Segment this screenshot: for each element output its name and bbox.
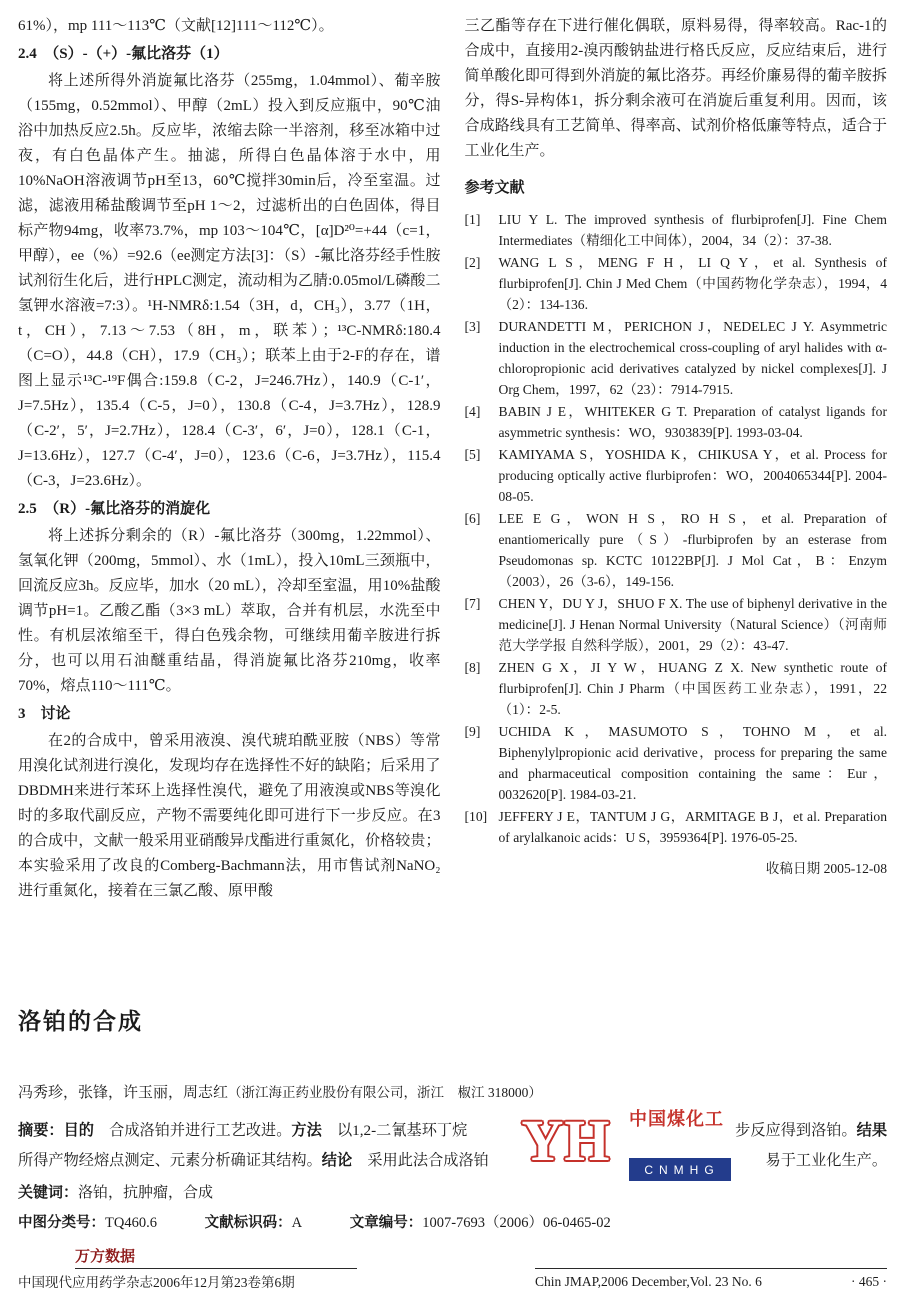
reference-text: BABIN J E，WHITEKER G T. Preparation of catalyst ligands for asymmetric synthesis：WO，9303839[P]. 1993-03-04. <box>498 404 887 440</box>
reference-number: [3] <box>464 319 481 334</box>
result-label: 结果 <box>856 1122 887 1139</box>
journal-name-cn: 中国现代应用药学杂志2006年12月第23卷第6期 <box>18 1275 295 1290</box>
method-label: 方法 <box>291 1122 322 1139</box>
keywords-label: 关键词： <box>18 1185 79 1201</box>
abstract-line-1-left <box>18 1116 467 1146</box>
reference-item <box>465 316 888 400</box>
conclusion-label: 结论 <box>321 1152 353 1169</box>
line2-right-text: 易于工业化生产。 <box>765 1152 887 1169</box>
article-title: 洛铂的合成 <box>18 1009 143 1034</box>
section-2-4-body: 将上述所得外消旋氟比洛芬（255mg，1.04mmol）、葡辛胺（155mg，0.52mmol）、甲醇（2mL）投入到反应瓶中，90℃油浴中加热反应2.5h。反应毕，浓缩去除一半溶剂，移至冰箱中过夜，有白色晶体产生。抽滤，所得白色晶体溶于水中，用10%NaOH溶液调节pH至13，60℃搅拌30min后，冷至室温。过滤，滤液用稀盐酸调节至pH 1～2，过滤析出的白色固体，得目标产物94mg，收率73.7%，mp 103～104℃，[α]D²⁰=+44（c=1，甲醇），ee（%）=92.6（ee测定方法[3]：（S）-氟比洛芬经手性胺试剂衍生化后，进行HPLC测定，流动相为乙腈:0.05mol/L磷酸二氢钾水溶液=7:3）。¹H-NMRδ:1.54（3H，d，CH₃），3.77（1H，t，CH），7.13～7.53（8H，m，联苯）；¹³C-NMRδ:180.4（C=O），44.8（CH），17.9（CH₃）；联苯上由于2-F的存在，谱图上显示¹³C-¹⁹F偶合:159.8（C-2，J=246.7Hz），140.9（C-1′，J=7.5Hz），135.4（C-5，J=0），130.8（C-4，J=3.7Hz），128.9（C-2′，5′，J=2.7Hz），128.4（C-3′，6′，J=0），128.1（C-1，J=13.6Hz），127.7（C-4′，J=0），123.6（C-6，J=3.7Hz），115.4（C-3，J=23.6Hz）。 <box>18 73 441 489</box>
watermark-name-en: CNMHG <box>629 1158 731 1181</box>
abstract-line-2-right <box>766 1146 888 1176</box>
reference-item <box>465 657 888 720</box>
reference-item <box>465 401 888 443</box>
abstract-line-1 <box>18 1116 887 1146</box>
abstract-line-2 <box>18 1146 887 1176</box>
objective-text: 合成洛铂并进行工艺改进。 <box>93 1122 292 1139</box>
page-footer <box>18 1245 887 1292</box>
references-list <box>465 209 888 848</box>
clc-label: 中图分类号： <box>18 1215 105 1231</box>
two-column-layout <box>18 14 887 964</box>
objective-label: 目的 <box>63 1122 94 1139</box>
reference-text: LEE E G，WON H S，RO H S，et al. Preparation of enantiomerically pure（S）-flurbiprofen by an esterase from Pseudomonas sp. KCTC 10122BP[J]. J Mol Cat，B：Enzym（2003），26（3-6），149-156. <box>498 511 887 589</box>
document-code <box>205 1215 302 1231</box>
reference-number: [9] <box>464 724 481 739</box>
received-date: 收稿日期 2005-12-08 <box>765 861 887 876</box>
references-heading: 参考文献 <box>464 180 525 196</box>
authors-line <box>18 1082 887 1104</box>
wanfang-logo: 万方数据 <box>75 1249 136 1265</box>
section-3-body: 在2的合成中，曾采用液溴、溴代琥珀酰亚胺（NBS）等常用溴化试剂进行溴化，发现均存在选择性不好的缺陷；后采用了DBDMH来进行苯环上选择性溴代，避免了用液溴或NBS等溴化时的多取代副反应，产物不需要纯化即可进行下一步反应。在3的合成中，文献一般采用亚硝酸异戊酯进行重氮化，价格较贵；本实验采用了改良的Comberg-Bachmann法，用市售试剂NaNO₂进行重氮化，接着在三氯乙酸、原甲酸 <box>18 733 441 899</box>
section-2-5-heading: 2.5 （R）-氟比洛芬的消旋化 <box>18 501 211 517</box>
section-2-4-heading: 2.4 （S）-（+）-氟比洛芬（1） <box>18 46 229 62</box>
method-text: 以1,2-二氰基环丁烷 <box>321 1122 468 1139</box>
journal-name-en: Chin JMAP,2006 December,Vol. 23 No. 6 <box>535 1274 762 1289</box>
line2-text-2: 采用此法合成洛铂 <box>352 1152 489 1169</box>
clc-value: TQ460.6 <box>105 1215 157 1231</box>
doc-code-label: 文献标识码： <box>204 1215 292 1231</box>
reference-text: ZHEN G X，JI Y W，HUANG Z X. New synthetic route of flurbiprofen[J]. Chin J Pharm（中国医药工业杂志），1991，22（1）：2-5. <box>498 660 887 717</box>
reference-number: [7] <box>464 596 481 611</box>
doc-code-value: A <box>291 1215 303 1231</box>
watermark-name-cn: 中国煤化工 <box>629 1109 724 1129</box>
reference-text: WANG L S，MENG F H，LI Q Y，et al. Synthesis of flurbiprofen[J]. Chin J Med Chem（中国药物化学杂志），1994，4（2）：134-136. <box>498 255 887 312</box>
keywords-text: 洛铂，抗肿瘤，合成 <box>78 1185 214 1201</box>
right-column <box>465 14 888 964</box>
reference-number: [2] <box>464 255 481 270</box>
reference-number: [6] <box>464 511 481 526</box>
abstract-line-2-left <box>18 1146 489 1176</box>
watermark-text-block <box>629 1101 733 1185</box>
footer-columns <box>18 1268 887 1292</box>
second-article-header <box>18 1006 887 1236</box>
reference-number: [1] <box>464 212 481 227</box>
continuation-paragraph: 61%），mp 111～113℃（文献[12]111～112℃）。 <box>18 18 334 34</box>
continuation-paragraph-right: 三乙酯等存在下进行催化偶联，原料易得，得率较高。Rac-1的合成中，直接用2-溴丙酸钠盐进行格氏反应，反应结束后，进行简单酸化即可得到外消旋的氟比洛芬。再经价廉易得的葡辛胺拆分，得S-异构体1，拆分剩余液可在消旋后重复利用。因而，该合成路线具有工艺简单、得率高、试剂价格低廉等特点，适合于工业化生产。 <box>464 18 887 159</box>
page-number: · 465 · <box>851 1274 887 1289</box>
left-column <box>18 14 441 964</box>
authors: 冯秀珍，张锋，许玉丽，周志红 <box>18 1085 229 1101</box>
abstract-label: 摘要： <box>18 1122 64 1139</box>
reference-number: [8] <box>464 660 481 675</box>
article-no-label: 文章编号： <box>349 1215 423 1231</box>
footer-left <box>18 1268 358 1292</box>
footer-rule-left <box>75 1268 357 1269</box>
keywords-line <box>18 1178 887 1208</box>
section-3-heading: 3 讨论 <box>18 706 71 722</box>
abstract <box>18 1116 887 1176</box>
reference-text: DURANDETTI M，PERICHON J，NEDELEC J Y. Asymmetric induction in the electrochemical cross-coupling of aryl halides with α-chloropropionic acid derivatives catalyzed by nickel complexes[J]. J Org Chem，1997，62（23）：7914-7915. <box>498 319 887 397</box>
page-content <box>18 14 887 1236</box>
reference-text: LIU Y L. The improved synthesis of flurbiprofen[J]. Fine Chem Intermediates（精细化工中间体），2004，34（2）：37-38. <box>498 212 887 248</box>
article-number <box>350 1215 611 1231</box>
line1-right-text: 步反应得到洛铂。 <box>735 1122 857 1139</box>
reference-text: CHEN Y，DU Y J，SHUO F X. The use of biphenyl derivative in the medicine[J]. J Henan Normal University（Natural Science）（河南师范大学学报 自然科学版），2001，29（2）：43-47. <box>498 596 887 653</box>
article-no-value: 1007-7693（2006）06-0465-02 <box>422 1215 611 1231</box>
reference-item <box>465 252 888 315</box>
reference-item <box>465 593 888 656</box>
section-2-5-body: 将上述拆分剩余的（R）-氟比洛芬（300mg，1.22mmol）、氢氧化钾（200mg，5mmol）、水（1mL），投入10mL三颈瓶中，回流反应3h。反应毕，加水（20 mL），冷却至室温，用10%盐酸调节pH=1。乙酸乙酯（3×3 mL）萃取，合并有机层，水洗至中性。有机层浓缩至干，得白色残余物，可继续用葡辛胺进行拆分，也可以用石油醚重结晶，得消旋氟比洛芬210mg，收率70%，熔点110～111℃。 <box>18 528 441 694</box>
affiliation: （浙江海正药业股份有限公司，浙江 椒江 318000） <box>228 1085 542 1100</box>
reference-number: [10] <box>464 809 488 824</box>
reference-number: [4] <box>464 404 481 419</box>
reference-number: [5] <box>464 447 481 462</box>
clc-number <box>18 1215 157 1231</box>
reference-item <box>465 806 888 848</box>
reference-item <box>465 508 888 592</box>
footer-rule-right <box>535 1268 887 1269</box>
reference-item <box>465 209 888 251</box>
footer-right-row <box>535 1274 887 1290</box>
classification-line <box>18 1210 887 1236</box>
reference-item <box>465 721 888 805</box>
reference-text: UCHIDA K，MASUMOTO S，TOHNO M，et al. Biphenylylpropionic acid derivative，process for preparing the same and pharmaceutical composition containing the same：Eur，0032620[P]. 1984-03-21. <box>498 724 887 802</box>
footer-right <box>535 1268 887 1290</box>
reference-text: KAMIYAMA S，YOSHIDA K，CHIKUSA Y，et al. Process for producing optically active flurbiprofen：WO，2004065344[P]. 2004-08-05. <box>498 447 887 504</box>
coal-chem-watermark <box>503 1101 733 1185</box>
watermark-letters-icon: YH <box>521 1108 611 1173</box>
reference-text: JEFFERY J E，TANTUM J G，ARMITAGE B J，et al. Preparation of arylalkanoic acids：U S，3959364[P]. 1976-05-25. <box>498 809 887 845</box>
reference-item <box>465 444 888 507</box>
abstract-line-1-right <box>735 1116 887 1146</box>
line2-text-1: 所得产物经熔点测定、元素分析确证其结构。 <box>18 1152 322 1169</box>
